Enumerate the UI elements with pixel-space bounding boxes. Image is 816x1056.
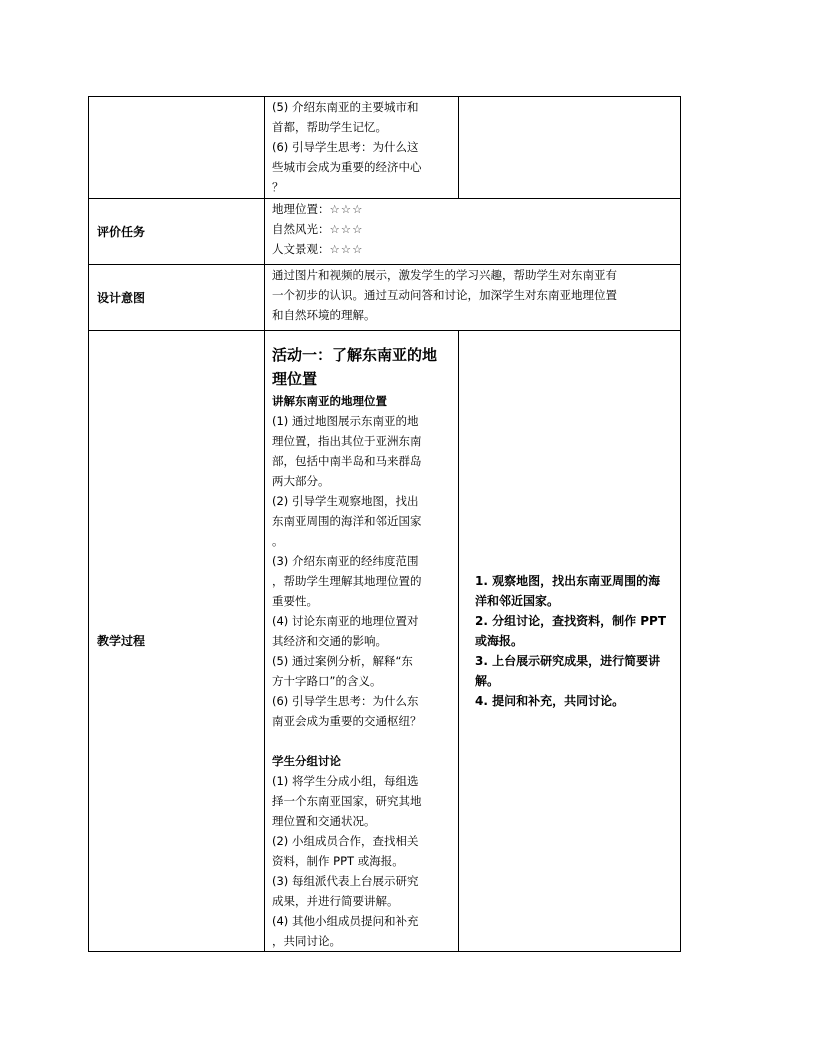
design-intent-content-cell (265, 265, 681, 331)
text-line: 或海报。 (475, 634, 524, 648)
table-row (89, 97, 681, 199)
text-line: 方十字路口”的含义。 (272, 674, 382, 688)
evaluation-label: 评价任务 (97, 224, 146, 239)
text-line: (4) 其他小组成员提问和补充 (272, 914, 419, 928)
text-line: 两大部分。 (272, 474, 330, 488)
row1-student-cell (459, 97, 681, 199)
teaching-process-label: 教学过程 (97, 634, 146, 648)
text-line: 3. 上台展示研究成果，进行简要讲 (475, 654, 661, 668)
text-line: 通过图片和视频的展示，激发学生的学习兴趣，帮助学生对东南亚有 (272, 268, 617, 282)
evaluation-item (272, 219, 674, 239)
text-line: 东南亚周围的海洋和邻近国家 (272, 514, 422, 528)
teaching-process-content-cell (265, 331, 459, 952)
text-line: ，共同讨论。 (272, 934, 341, 948)
star-rating: ☆☆☆ (329, 242, 364, 256)
evaluation-item (272, 199, 674, 219)
text-line: 和自然环境的理解。 (272, 308, 376, 322)
text-line: 部，包括中南半岛和马来群岛 (272, 454, 422, 468)
text-line: 洋和邻近国家。 (475, 594, 560, 608)
text-line: (1) 通过地图展示东南亚的地 (272, 414, 419, 428)
text-line: 。 (272, 534, 284, 548)
evaluation-item-name: 人文景观： (272, 242, 330, 256)
student-activity-cell (459, 331, 681, 952)
row1-label-cell (89, 97, 265, 199)
text-line: 重要性。 (272, 594, 318, 608)
text-line: 南亚会成为重要的交通枢纽？ (272, 714, 422, 728)
activity-title: 理位置 (272, 370, 318, 388)
text-line: 其经济和交通的影响。 (272, 634, 387, 648)
text-line: (4) 讨论东南亚的地理位置对 (272, 614, 419, 628)
table-row (89, 331, 681, 952)
text-line: (2) 引导学生观察地图，找出 (272, 494, 419, 508)
text-line: 首都，帮助学生记忆。 (272, 120, 387, 134)
text-line: 择一个东南亚国家，研究其地 (272, 794, 422, 808)
text-line: (6) 引导学生思考：为什么这 (272, 140, 419, 154)
text-line: 成果，并进行简要讲解。 (272, 894, 399, 908)
design-intent-label-cell (89, 265, 265, 331)
lesson-plan-table (88, 96, 681, 952)
text-line: 一个初步的认识。通过互动问答和讨论，加深学生对东南亚地理位置 (272, 288, 617, 302)
text-line: 2. 分组讨论，查找资料，制作 PPT (475, 614, 667, 628)
teaching-process-label-cell (89, 331, 265, 952)
evaluation-content-cell (265, 199, 681, 265)
star-rating: ☆☆☆ (329, 222, 364, 236)
text-line: 理位置和交通状况。 (272, 814, 376, 828)
text-line: (5) 介绍东南亚的主要城市和 (272, 100, 419, 114)
evaluation-item (272, 239, 674, 259)
spacer (272, 731, 452, 751)
design-intent-label: 设计意图 (97, 290, 146, 305)
star-rating: ☆☆☆ (329, 202, 364, 216)
text-line: ，帮助学生理解其地理位置的 (272, 574, 422, 588)
text-line: ？ (272, 180, 284, 194)
text-line: (1) 将学生分成小组，每组选 (272, 774, 419, 788)
row1-content-cell (265, 97, 459, 199)
text-line: 1. 观察地图，找出东南亚周围的海 (475, 574, 661, 588)
evaluation-label-cell (89, 199, 265, 265)
section-heading: 讲解东南亚的地理位置 (272, 394, 387, 408)
evaluation-item-name: 地理位置： (272, 202, 330, 216)
text-line: 4. 提问和补充，共同讨论。 (475, 694, 625, 708)
text-line: 理位置，指出其位于亚洲东南 (272, 434, 422, 448)
evaluation-item-name: 自然风光： (272, 222, 330, 236)
text-line: 解。 (475, 674, 500, 688)
section-heading: 学生分组讨论 (272, 754, 341, 768)
table-row (89, 199, 681, 265)
text-line: (3) 介绍东南亚的经纬度范围 (272, 554, 419, 568)
text-line: (3) 每组派代表上台展示研究 (272, 874, 419, 888)
text-line: 些城市会成为重要的经济中心 (272, 160, 422, 174)
activity-title: 活动一：了解东南亚的地 (272, 346, 438, 364)
text-line: 资料，制作 PPT 或海报。 (272, 854, 404, 868)
text-line: (6) 引导学生思考：为什么东 (272, 694, 419, 708)
text-line: (5) 通过案例分析，解释“东 (272, 654, 413, 668)
table-row (89, 265, 681, 331)
text-line: (2) 小组成员合作，查找相关 (272, 834, 419, 848)
